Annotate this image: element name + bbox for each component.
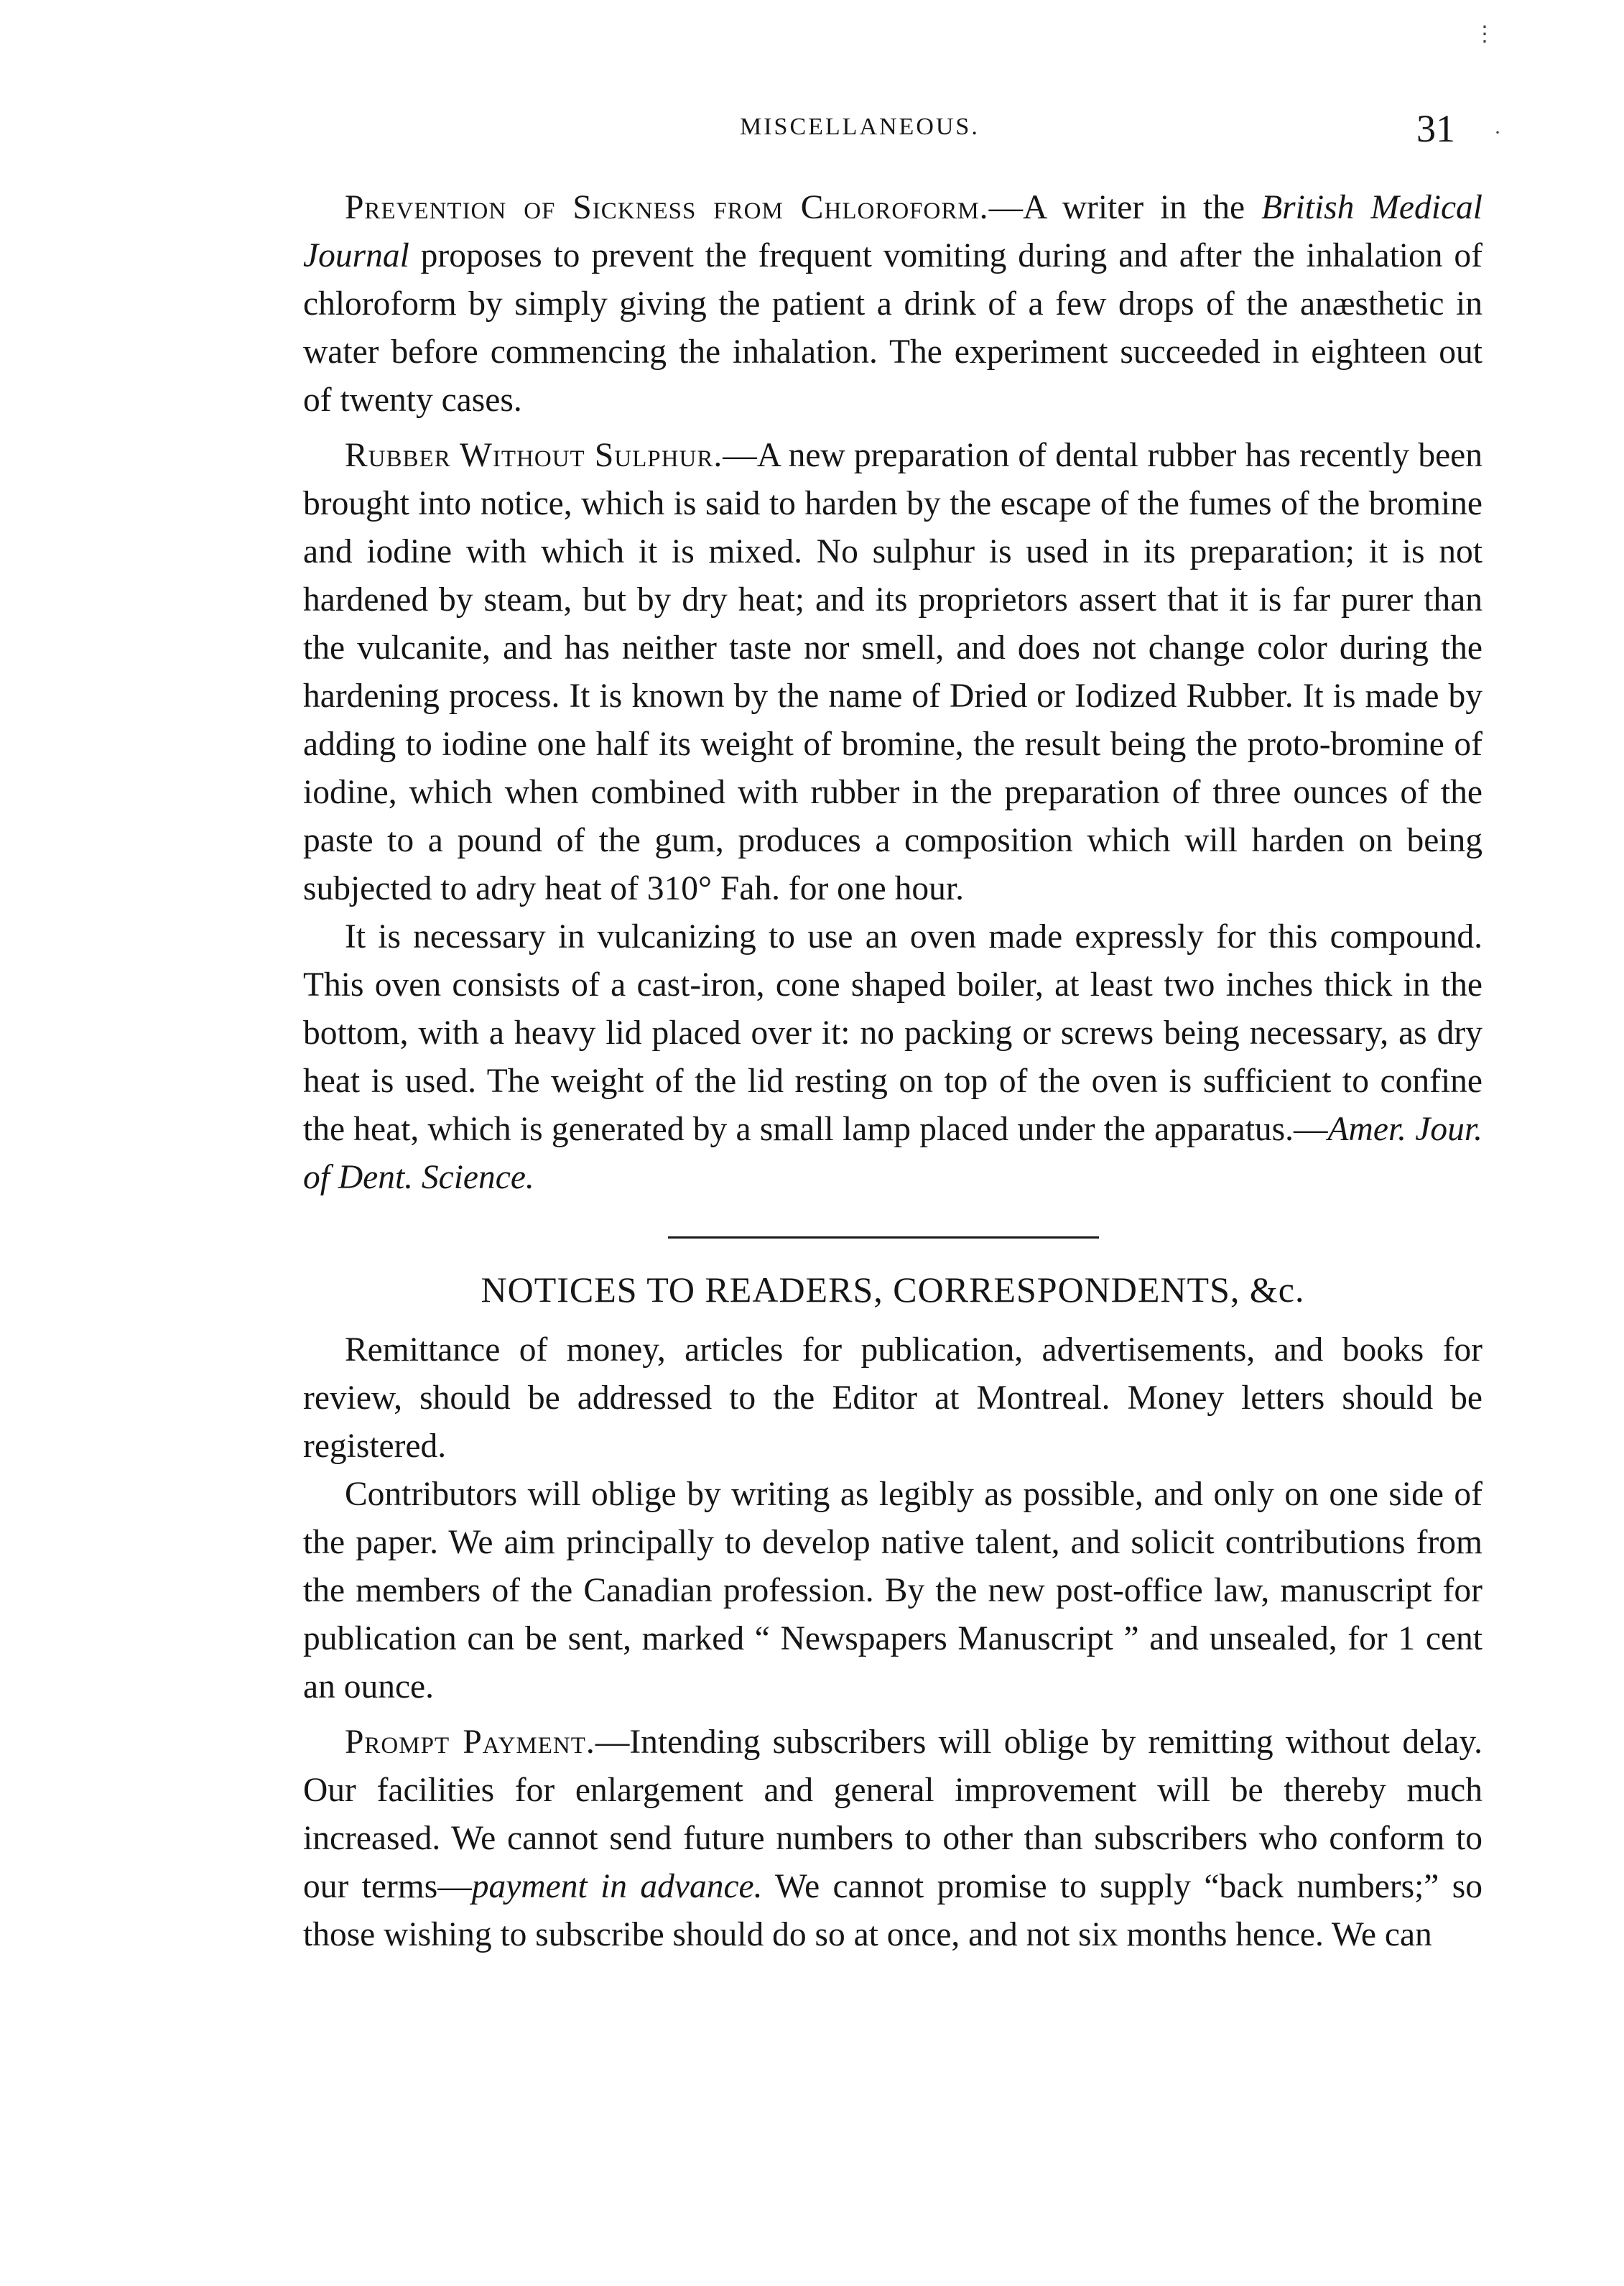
article-heading-rubber: Rubber Without Sulphur.: [345, 437, 723, 474]
running-title: MISCELLANEOUS.: [740, 114, 980, 140]
article-rubber: [303, 432, 1483, 913]
article-source: Amer. Jour. of Dent. Science.: [303, 1111, 1483, 1196]
notices-title: NOTICES TO READERS, CORRESPONDENTS, &c.: [481, 1269, 1305, 1310]
notice-prompt-payment: [303, 1718, 1483, 1959]
journal-title: British Medical Journal: [303, 189, 1483, 274]
prompt-payment-text-continued: We cannot promise to supply “back numbers;” so those wishing to subscribe should do so at once, and not six months hence. We can: [303, 1868, 1483, 1953]
article-rubber-oven-text: It is necessary in vulcanizing to use an oven made expressly for this compound. This oven consists of a cast-iron, cone shaped boiler, at least two inches thick in the bottom, with a heavy lid placed over it: no packing or screws being necessary, as dry heat is used. The weight of the lid resting on top of the oven is sufficient to confine the heat, which is generated by a small lamp placed under the apparatus.—: [303, 918, 1483, 1148]
running-head: [0, 108, 1624, 151]
prompt-payment-text: —Intending subscribers will oblige by remitting without delay. Our facilities for enlargement and general improvement will be thereby much increased. We cannot send future numbers to other than subscribers who conform to our terms—: [303, 1723, 1483, 1905]
prompt-payment-emphasis: payment in advance.: [471, 1868, 763, 1905]
article-chloroform: [303, 184, 1483, 425]
notice-remittance-text: Remittance of money, articles for publication, advertisements, and books for review, should be addressed to the Editor at Montreal. Money letters should be registered.: [303, 1331, 1483, 1465]
notice-contributors: [303, 1471, 1483, 1711]
margin-mark-side: ·: [1494, 121, 1501, 144]
page-body: [303, 184, 1483, 1959]
notice-remittance: [303, 1326, 1483, 1471]
prompt-payment-heading: Prompt Payment.: [345, 1723, 595, 1761]
article-rubber-oven: [303, 913, 1483, 1202]
section-divider: [668, 1236, 1099, 1239]
article-chloroform-text: proposes to prevent the frequent vomiting during and after the inhalation of chloroform by simply giving the patient a drink of a few drops of the anæsthetic in water before commencing the inhalation. The experiment succeeded in eighteen out of twenty cases.: [303, 237, 1483, 419]
margin-mark-top: ⋮: [1474, 22, 1495, 46]
article-rubber-text: —A new preparation of dental rubber has recently been brought into notice, which is said to harden by the escape of the fumes of the bromine and iodine with which it is mixed. No sulphur is used in its preparation; it is not hardened by steam, but by dry heat; and its proprietors assert that it is far purer than the vulcanite, and has neither taste nor smell, and does not change color during the hardening process. It is known by the name of Dried or Iodized Rubber. It is made by adding to iodine one half its weight of bromine, the result being the proto-bromine of iodine, which when combined with rubber in the preparation of three ounces of the paste to a pound of the gum, produces a composition which will harden on being subjected to adry heat of 310° Fah. for one hour.: [303, 437, 1483, 907]
notice-contributors-text: Contributors will oblige by writing as legibly as possible, and only on one side of the paper. We aim principally to develop native talent, and solicit contributions from the members of the Canadian profession. By the new post-office law, manuscript for publication can be sent, marked “ Newspapers Manuscript ” and unsealed, for 1 cent an ounce.: [303, 1476, 1483, 1706]
article-chloroform-lead: —A writer in the: [988, 189, 1262, 226]
page-number: 31: [1416, 107, 1455, 150]
article-heading-chloroform: Prevention of Sickness from Chloroform.: [345, 189, 989, 226]
